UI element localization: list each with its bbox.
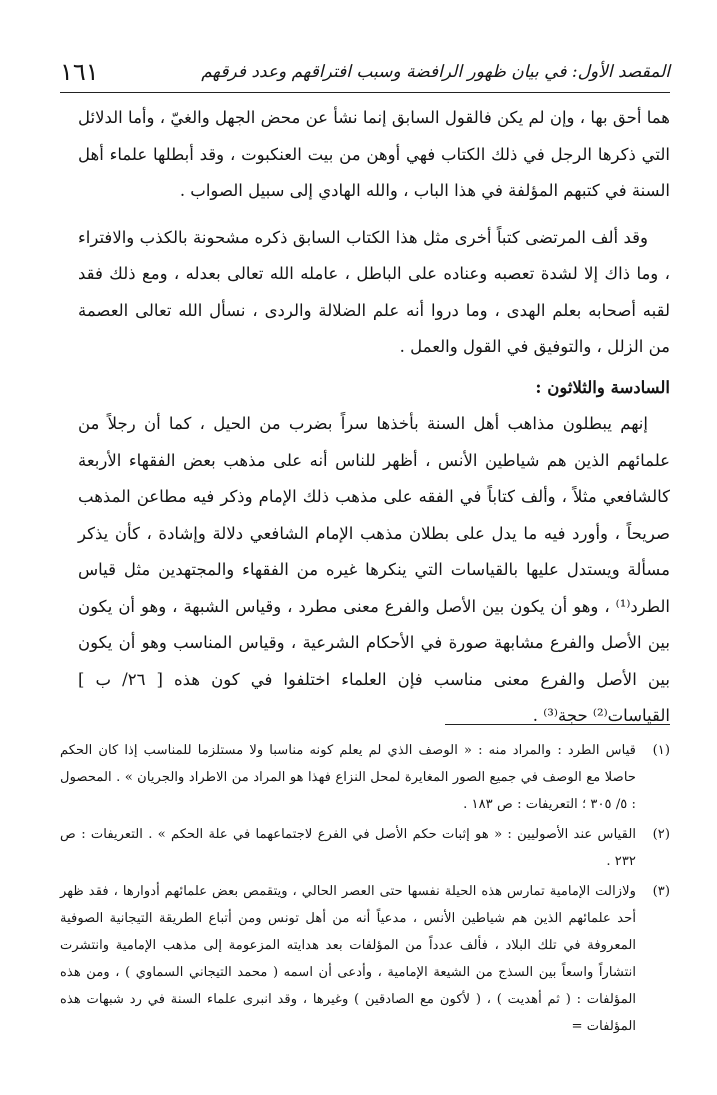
footnote-number: (٢)	[652, 827, 670, 842]
paragraph-2: وقد ألف المرتضى كتباً أخرى مثل هذا الكتاب السابق ذكره مشحونة بالكذب والافتراء ، وما ذاك إلا لشدة تعصبه وعناده على الباطل ، عامله الله تعالى بعدله ، ومع ذلك فقد لقبه أصحابه بعلم الهدى ، وما دروا أنه علم الضلالة والردى ، نسأل الله تعالى العصمة من الزلل ، والتوفيق في القول والعمل .	[78, 227, 670, 356]
header-rule	[60, 92, 670, 93]
chapter-title: المقصد الأول: في بيان ظهور الرافضة وسبب افتراقهم وعدد فرقهم	[201, 62, 670, 82]
footnote-number: (٣)	[652, 884, 670, 899]
running-head	[60, 54, 670, 94]
footnote-2	[60, 821, 670, 875]
footnote-text: ولازالت الإمامية تمارس هذه الحيلة نفسها حتى العصر الحالي ، ويتقمص بعض علمائهم أدوارها ، فقد ظهر أحد علمائهم الذين هم شياطين الأنس ، مدعياً أنه من أهل تونس ومن أتباع الطريقة التيجانية الصوفية المعروفة في تلك البلاد ، فألف عدداً من المؤلفات بعد هدايته المزعومة إلى مذهب الإمامية وانتشرت انتشاراً واسعاً بين السذج من الشيعة الإمامية ، وأدعى أن اسمه ( محمد التيجاني السماوي ) ، ومن هذه المؤلفات : ( ثم أهديت ) ، ( لأكون مع الصادقين ) وغيرها ، وقد انبرى علماء السنة في رد شبهات هذه المؤلفات =	[60, 884, 636, 1034]
footnote-number: (١)	[652, 743, 670, 758]
page-number: ١٦١	[60, 58, 99, 86]
main-text	[78, 100, 670, 735]
section-heading: السادسة والثلاثون :	[535, 377, 670, 397]
footnote-text: القياس عند الأصوليين : « هو إثبات حكم الأصل في الفرع لاجتماعهما في علة الحكم » . التعريفات : ص ٢٣٢ .	[60, 827, 636, 869]
paragraph-3: إنهم يبطلون مذاهب أهل السنة بأخذها سراً بضرب من الحيل ، كما أن رجلاً من علمائهم الذين هم شياطين الأنس ، أظهر للناس أنه على مذهب بعض الفقهاء الأربعة كالشافعي مثلاً ، وألف كتاباً في الفقه على مذهب ذلك الإمام وذكر فيه مطاعن المذهب صريحاً ، وأورد فيه ما يدل على بطلان مذهب الإمام الشافعي دلالة وإشادة ، كأن يذكر مسألة ويستدل عليها بالقياسات التي ينكرها غيره من الفقهاء والمجتهدين مثل قياس الطرد⁽¹⁾ ، وهو أن يكون بين الأصل والفرع معنى مطرد ، وقياس الشبهة ، وهو أن يكون بين الأصل والفرع مشابهة صورة في الأحكام الشرعية ، وقياس المناسب وهو أن يكون بين الأصل والفرع معنى مناسب فإن العلماء اختلفوا في كون هذه [ ٢٦/ ب ] القياسات⁽²⁾ حجة⁽³⁾ .	[78, 414, 670, 725]
footnotes	[60, 737, 670, 1043]
footnote-rule	[445, 724, 670, 725]
paragraph-1: هما أحق بها ، وإن لم يكن فالقول السابق إنما نشأ عن محض الجهل والغيّ ، وأما الدلائل التي ذكرها الرجل في ذلك الكتاب فهي أوهن من بيت العنكبوت ، وقد أبطلها علماء أهل السنة في كتبهم المؤلفة في هذا الباب ، والله الهادي إلى سبيل الصواب .	[78, 108, 670, 200]
footnote-text: قياس الطرد : والمراد منه : « الوصف الذي لم يعلم كونه مناسبا ولا مستلزما للمناسب إذا كان الحكم حاصلا مع الوصف في جميع الصور المغايرة لمحل النزاع فهذا هو المراد من الاطراد والجريان » . المحصول : ٥/ ٣٠٥ ؛ التعريفات : ص ١٨٣ .	[60, 743, 636, 812]
footnote-3	[60, 878, 670, 1040]
footnote-1	[60, 737, 670, 818]
